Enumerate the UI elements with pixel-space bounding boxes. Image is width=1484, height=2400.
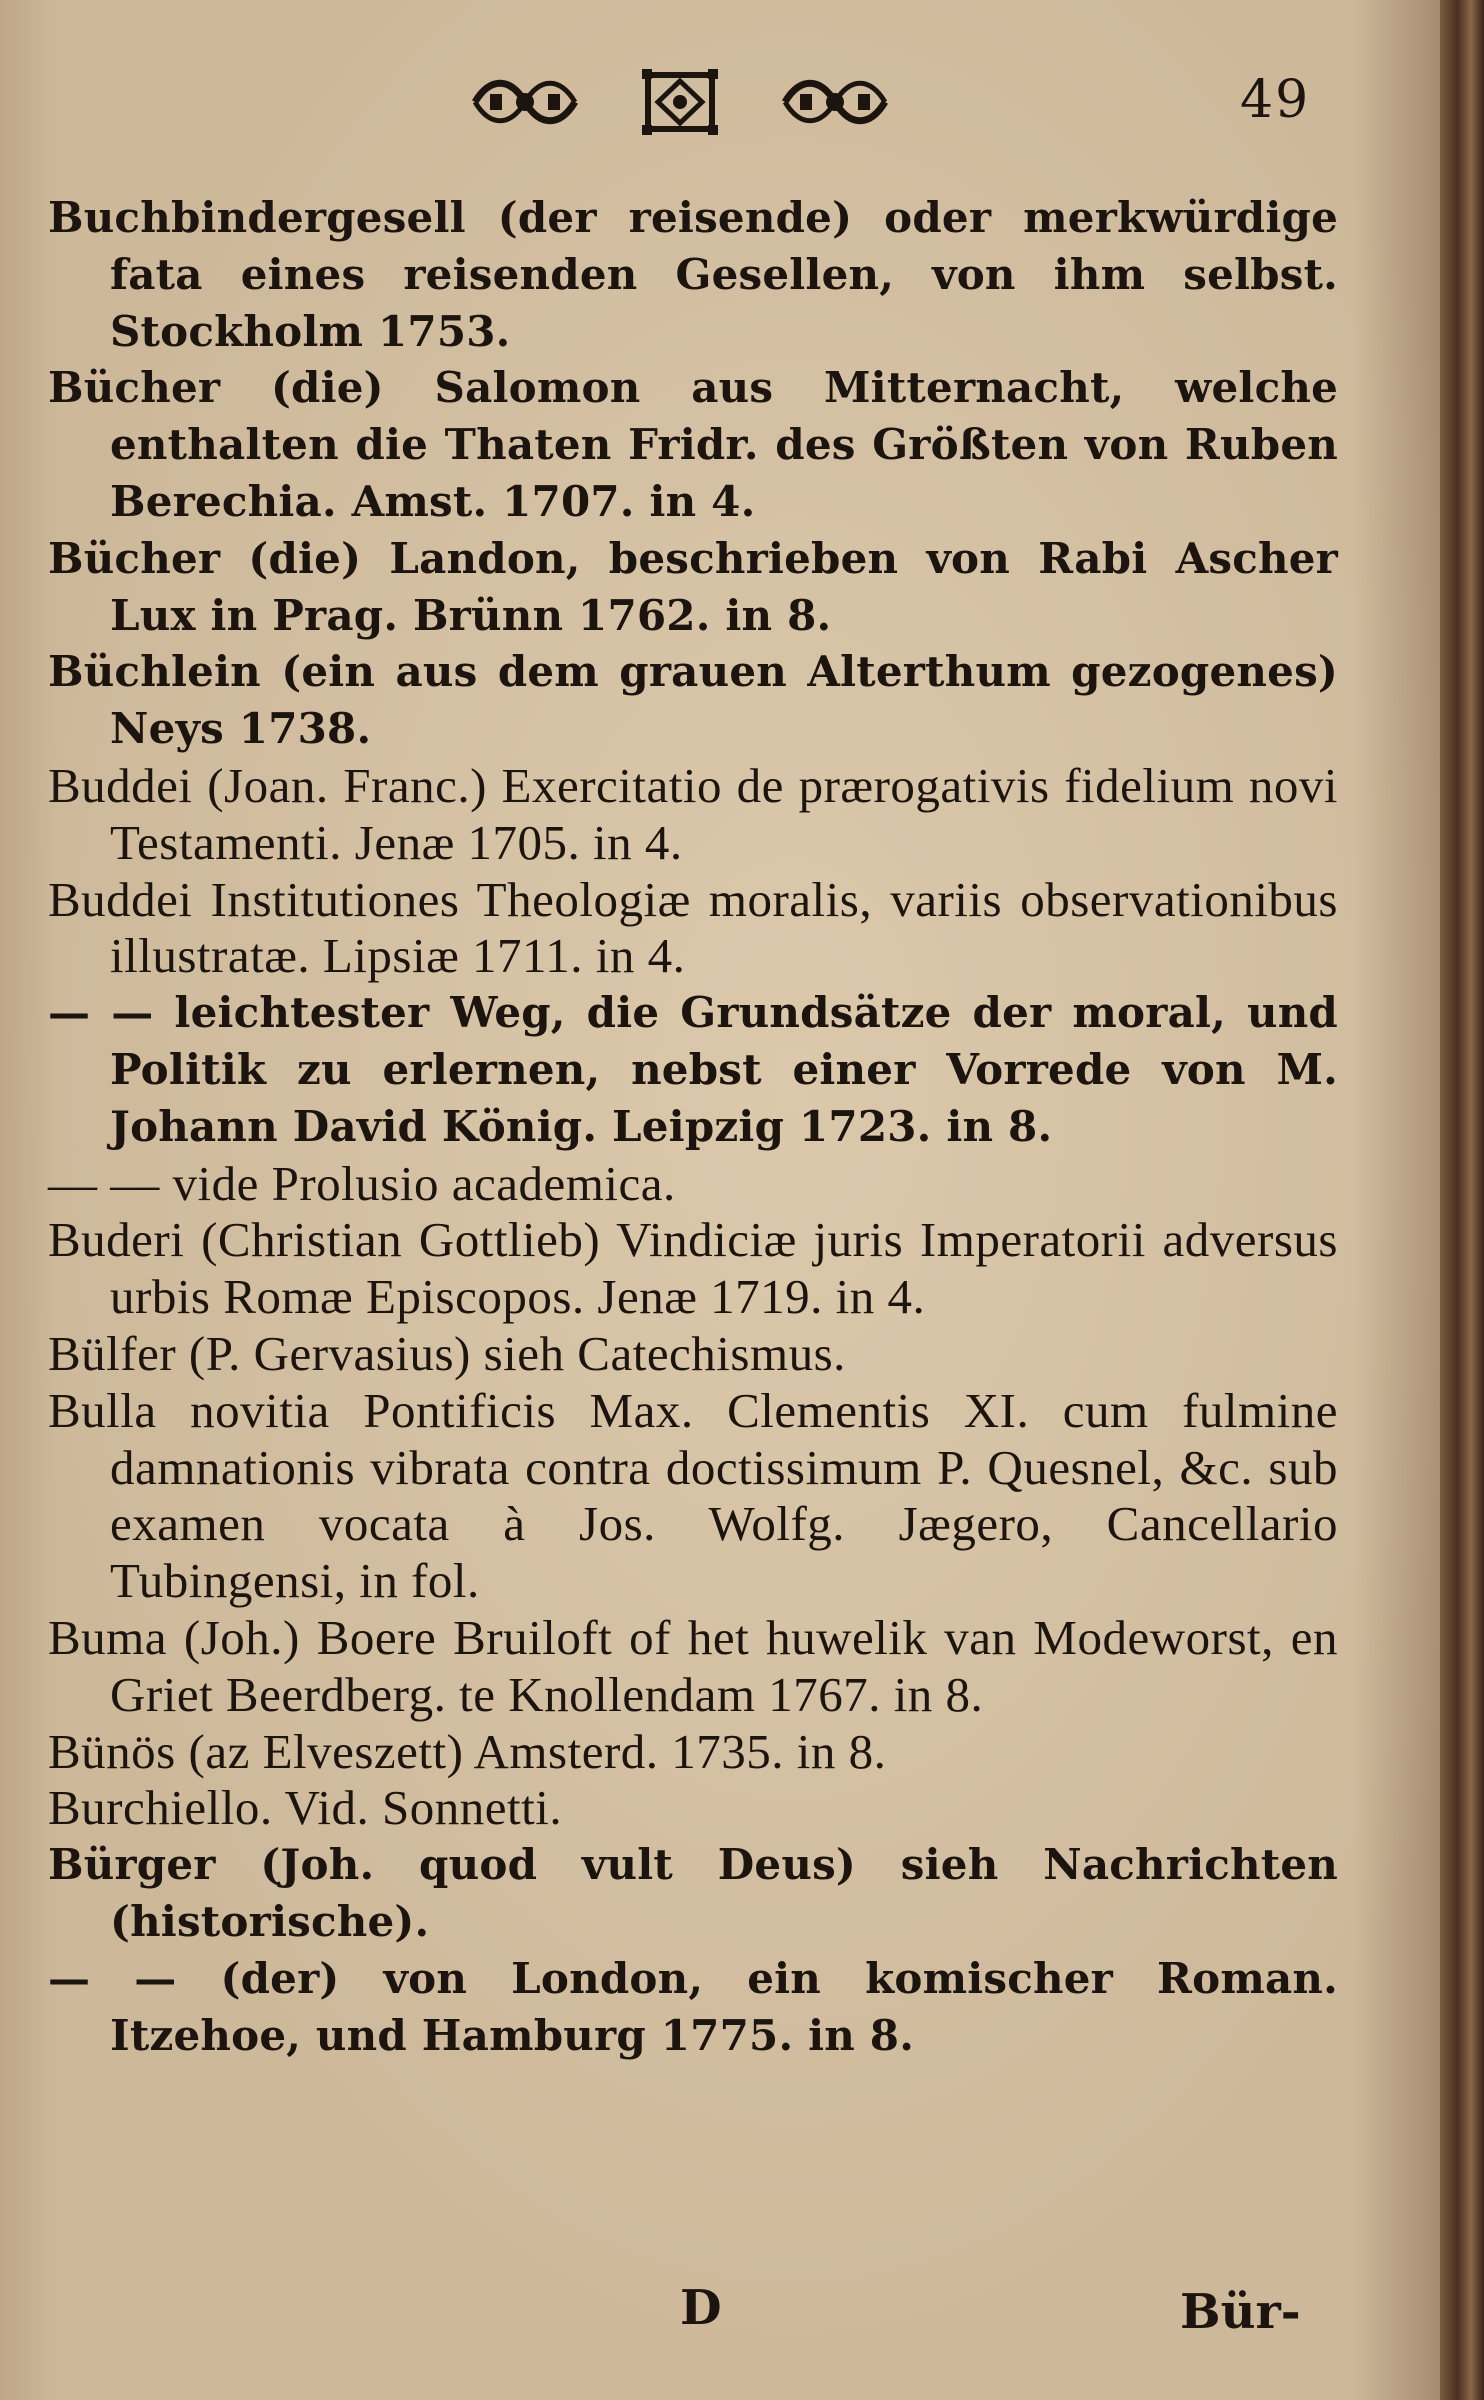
list-item: Buchbindergesell (der reisende) oder merkwürdige fata eines reisenden Gesellen, von ihm selbst. Stockholm 1753. bbox=[48, 193, 1338, 356]
page-edge bbox=[1440, 0, 1484, 2400]
ornament-left-icon bbox=[470, 72, 580, 132]
list-item: Buma (Joh.) Boere Bruiloft of het huwelik van Modeworst, en Griet Beerdberg. te Knollendam 1767. in 8. bbox=[48, 1609, 1338, 1722]
list-item: Büchlein (ein aus dem grauen Alterthum gezogenes) Neys 1738. bbox=[48, 647, 1338, 754]
list-item: Buddei Institutiones Theologiæ moralis, variis observationibus illustratæ. Lipsiæ 1711. in 4. bbox=[48, 871, 1338, 984]
list-item: — — vide Prolusio academica. bbox=[48, 1155, 676, 1211]
catchword: Bür- bbox=[1180, 2284, 1301, 2340]
page-number: 49 bbox=[1240, 70, 1311, 130]
signature-mark: D bbox=[680, 2280, 722, 2336]
list-item: — — leichtester Weg, die Grundsätze der moral, und Politik zu erlernen, nebst einer Vorrede von M. Johann David König. Leipzig 1723. in 8. bbox=[48, 988, 1338, 1151]
list-item: Bücher (die) Landon, beschrieben von Rabi Ascher Lux in Prag. Brünn 1762. in 8. bbox=[48, 533, 1338, 640]
list-item: Bünös (az Elveszett) Amsterd. 1735. in 8. bbox=[48, 1723, 887, 1779]
list-item: Buddei (Joan. Franc.) Exercitatio de prærogativis fidelium novi Testamenti. Jenæ 1705. in 4. bbox=[48, 757, 1338, 870]
bibliography-list bbox=[48, 190, 1338, 2064]
list-item: Bürger (Joh. quod vult Deus) sieh Nachrichten (historische). bbox=[48, 1840, 1338, 1946]
list-item: Buderi (Christian Gottlieb) Vindiciæ juris Imperatorii adversus urbis Romæ Episcopos. Jenæ 1719. in 4. bbox=[48, 1212, 1338, 1325]
list-item: Bulla novitia Pontificis Max. Clementis XI. cum fulmine damnationis vibrata contra doctissimum P. Quesnel, &c. sub examen vocata à Jos. Wolfg. Jægero, Cancellario Tubingensi, in fol. bbox=[48, 1382, 1338, 1609]
ornament-right-icon bbox=[780, 72, 890, 132]
header-ornament bbox=[470, 62, 890, 142]
list-item: Burchiello. Vid. Sonnetti. bbox=[48, 1780, 563, 1836]
list-item: Bücher (die) Salomon aus Mitternacht, welche enthalten die Thaten Fridr. des Größten von Ruben Berechia. Amst. 1707. in 4. bbox=[48, 363, 1338, 526]
ornament-center-icon bbox=[640, 67, 720, 137]
list-item: — — (der) von London, ein komischer Roman. Itzehoe, und Hamburg 1775. in 8. bbox=[48, 1953, 1338, 2060]
list-item: Bülfer (P. Gervasius) sieh Catechismus. bbox=[48, 1325, 846, 1381]
